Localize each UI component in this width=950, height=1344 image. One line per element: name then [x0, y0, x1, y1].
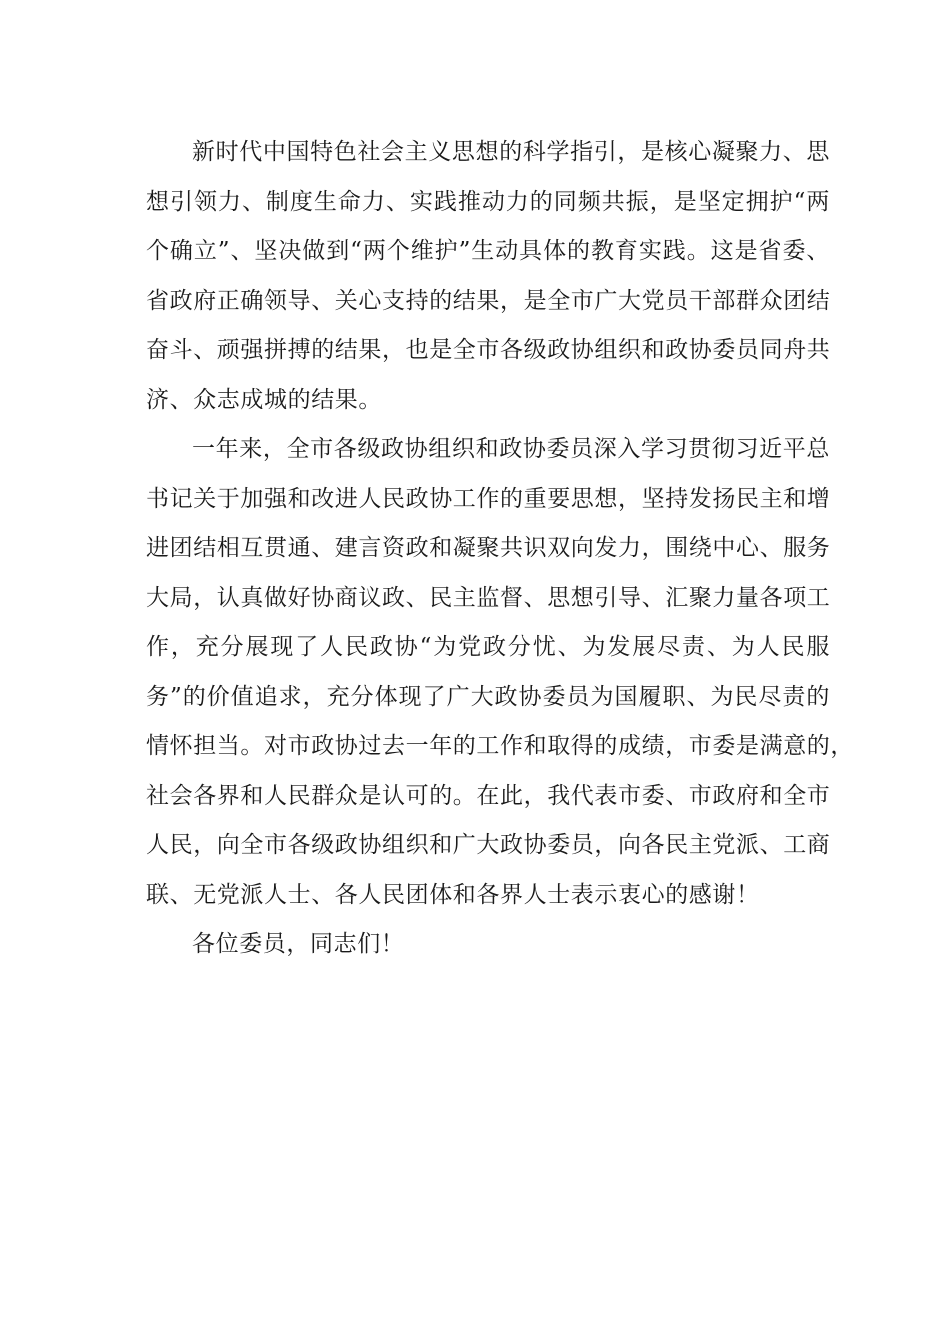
paragraph-2-line-1: 一年来，全市各级政协组织和政协委员深入学习贯彻习近平总: [192, 436, 830, 462]
paragraph-1-line-5: 奋斗、顽强拼搏的结果，也是全市各级政协组织和政协委员同舟共: [146, 337, 831, 363]
document-body: [146, 128, 854, 970]
paragraph-2-line-7: 情怀担当。对市政协过去一年的工作和取得的成绩，市委是满意的，: [146, 733, 854, 759]
paragraph-2-line-10: 联、无党派人士、各人民团体和各界人士表示衷心的感谢！: [146, 881, 760, 908]
paragraph-2-line-6: 务”的价值追求，充分体现了广大政协委员为国履职、为民尽责的: [146, 683, 830, 710]
paragraph-2-line-9: 人民，向全市各级政协组织和广大政协委员，向各民主党派、工商: [146, 832, 831, 858]
paragraph-1-line-4: 省政府正确领导、关心支持的结果，是全市广大党员干部群众团结: [146, 287, 831, 314]
paragraph-1-line-2: 想引领力、制度生命力、实践推动力的同频共振，是坚定拥护“两: [146, 188, 830, 215]
paragraph-1-line-1: 新时代中国特色社会主义思想的科学指引，是核心凝聚力、思: [192, 139, 830, 165]
paragraph-2-line-5: 作，充分展现了人民政协“为党政分忧、为发展尽责、为人民服: [146, 634, 830, 660]
paragraph-2-line-3: 进团结相互贯通、建言资政和凝聚共识双向发力，围绕中心、服务: [146, 535, 831, 561]
paragraph-1-line-3: 个确立”、坚决做到“两个维护”生动具体的教育实践。这是省委、: [146, 238, 830, 264]
paragraph-2-line-4: 大局，认真做好协商议政、民主监督、思想引导、汇聚力量各项工: [146, 584, 831, 611]
paragraph-2-line-8: 社会各界和人民群众是认可的。在此，我代表市委、市政府和全市: [146, 782, 831, 809]
paragraph-2-line-2: 书记关于加强和改进人民政协工作的重要思想，坚持发扬民主和增: [146, 485, 831, 512]
paragraph-3-line-1: 各位委员，同志们！: [192, 931, 405, 957]
paragraph-1-line-6: 济、众志成城的结果。: [146, 386, 382, 413]
